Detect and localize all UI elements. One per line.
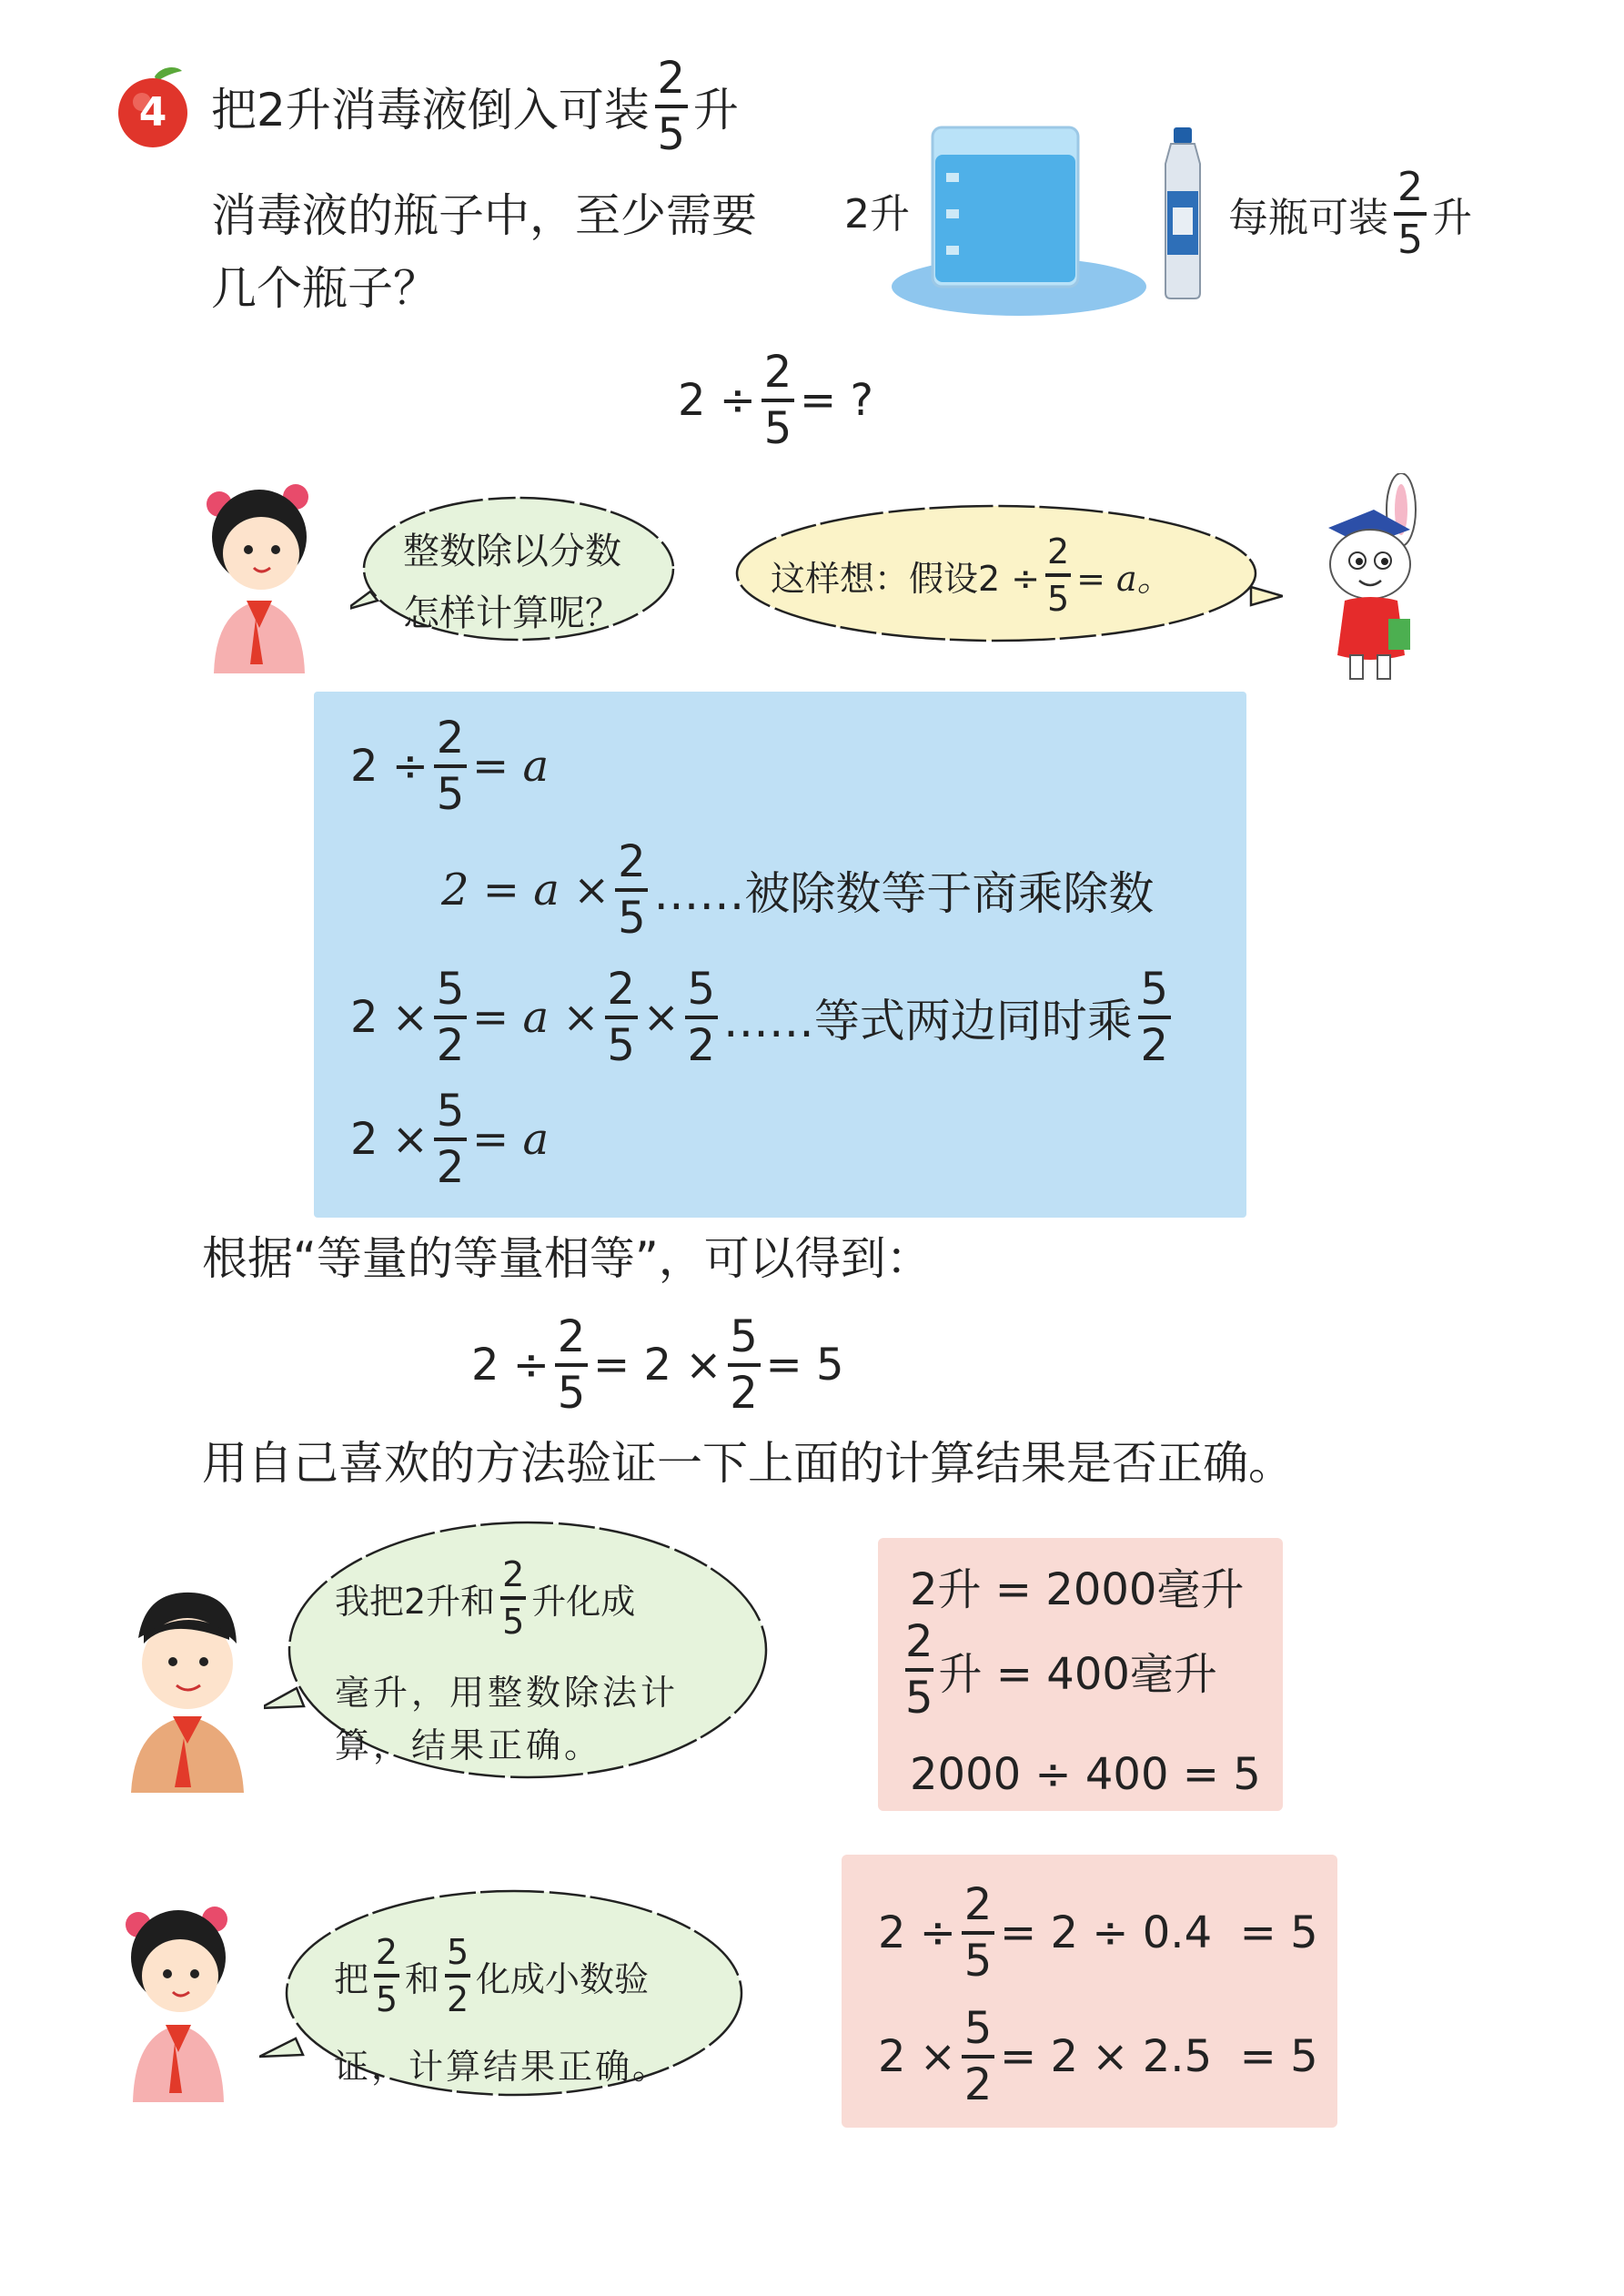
derivation-fraction bbox=[685, 964, 718, 1071]
problem-line2: 消毒液的瓶子中，至少需要 bbox=[211, 189, 757, 242]
boy-bubble-line1 bbox=[335, 1548, 635, 1648]
derivation-line3 bbox=[350, 963, 1176, 1072]
girl2-speech-bubble bbox=[259, 1884, 751, 2107]
fraction-numerator: 2 bbox=[963, 1879, 993, 1930]
bottle-label-unit: 升 bbox=[1432, 195, 1472, 241]
derivation-expr: 2 = a × bbox=[441, 865, 610, 915]
derivation-expr: 2 × bbox=[350, 1114, 429, 1165]
derivation-expr: 2 × bbox=[350, 992, 429, 1043]
boy-character bbox=[118, 1583, 255, 1793]
derivation-expr: = a bbox=[472, 741, 550, 792]
fraction-numerator: 5 bbox=[1140, 964, 1169, 1015]
conclusion-equation bbox=[471, 1310, 844, 1420]
fraction-denominator: 5 bbox=[618, 893, 646, 944]
fraction-denominator: 5 bbox=[963, 1936, 993, 1987]
girl2-character bbox=[118, 1897, 246, 2102]
problem-line3: 几个瓶子？ bbox=[211, 262, 439, 315]
fraction-denominator: 2 bbox=[963, 2059, 993, 2110]
equation-question bbox=[678, 346, 873, 455]
derivation-fraction bbox=[615, 836, 648, 944]
girl2-calc-expr: 2 × bbox=[878, 2031, 957, 2082]
bottle-illustration bbox=[1160, 127, 1205, 300]
boy-bubble-text: 我把2升和 bbox=[335, 1581, 496, 1622]
fraction-denominator: 5 bbox=[905, 1673, 933, 1724]
girl2-calc-expr: = 2 × 2.5 = 5 bbox=[1000, 2031, 1318, 2082]
rabbit-bubble-prefix: 这样想：假设2 ÷ bbox=[771, 558, 1041, 599]
girl2-bubble-line2: 证，计算结果正确。 bbox=[334, 2047, 671, 2087]
equation-fraction bbox=[762, 347, 794, 454]
rabbit-speech-bubble bbox=[732, 501, 1283, 651]
derivation-fraction bbox=[605, 964, 638, 1071]
derivation-fraction bbox=[1138, 964, 1171, 1071]
beaker-icon bbox=[892, 109, 1146, 319]
boy-calc-line3: 2000 ÷ 400 = 5 bbox=[910, 1749, 1261, 1800]
girl2-calc-expr: = 2 ÷ 0.4 = 5 bbox=[1000, 1907, 1318, 1958]
rabbit-bubble-text bbox=[771, 521, 1172, 630]
problem-text-1: 把2升消毒液倒入可装 bbox=[211, 84, 650, 137]
derivation-line2 bbox=[441, 835, 1154, 945]
fraction-numerator: 5 bbox=[446, 1932, 469, 1972]
bottle-fraction bbox=[1394, 164, 1427, 263]
girl2-bubble-text: 把 bbox=[334, 1958, 369, 1999]
fraction-numerator: 2 bbox=[618, 836, 646, 887]
fraction-denominator: 5 bbox=[1047, 579, 1070, 619]
boy-bubble-fraction bbox=[500, 1554, 526, 1642]
fraction-numerator: 5 bbox=[730, 1311, 758, 1362]
fraction-denominator: 2 bbox=[446, 1979, 469, 2019]
fraction-numerator: 2 bbox=[657, 53, 686, 104]
girl-bubble-line1: 整数除以分数 bbox=[403, 531, 621, 572]
derivation-expr: = a × bbox=[472, 992, 600, 1043]
bottle-label-prefix: 每瓶可装 bbox=[1228, 195, 1388, 241]
boy-calc-line2 bbox=[905, 1616, 1217, 1724]
rabbit-bubble-suffix: = a。 bbox=[1076, 558, 1172, 599]
girl-bubble-line2: 怎样计算呢？ bbox=[403, 592, 621, 634]
boy-calc-text: 升 = 400毫升 bbox=[938, 1648, 1217, 1700]
fraction-denominator: 2 bbox=[687, 1020, 716, 1071]
derivation-note: ……等式两边同时乘 bbox=[722, 995, 1133, 1047]
fraction-numerator: 2 bbox=[436, 713, 465, 764]
bottle-label bbox=[1228, 164, 1472, 264]
fraction-numerator: 2 bbox=[375, 1932, 398, 1972]
boy-bubble-text: 升化成 bbox=[531, 1581, 636, 1622]
conclusion-fraction bbox=[555, 1311, 588, 1419]
girl2-calc-fraction bbox=[962, 2003, 994, 2110]
conclusion-expr: = 5 bbox=[765, 1340, 844, 1391]
derivation-line4 bbox=[350, 1085, 549, 1194]
problem-number-badge bbox=[109, 62, 197, 149]
fraction-numerator: 5 bbox=[687, 964, 716, 1015]
fraction-denominator: 5 bbox=[502, 1602, 525, 1642]
problem-number: 4 bbox=[138, 89, 167, 136]
equation-right: = ? bbox=[800, 375, 873, 426]
boy-bubble-line2: 毫升，用整数除法计 bbox=[335, 1673, 680, 1713]
fraction-numerator: 2 bbox=[905, 1616, 933, 1667]
fraction-numerator: 2 bbox=[1397, 164, 1423, 210]
girl2-bubble-fraction bbox=[374, 1932, 399, 2019]
derivation-fraction bbox=[434, 964, 467, 1071]
derivation-expr: × bbox=[642, 992, 680, 1043]
girl-character bbox=[196, 473, 323, 673]
derivation-fraction bbox=[434, 713, 467, 820]
derivation-fraction bbox=[434, 1086, 467, 1193]
problem-fraction bbox=[655, 53, 688, 160]
fraction-denominator: 5 bbox=[436, 769, 465, 820]
problem-line1 bbox=[211, 53, 739, 160]
boy-bubble-line3: 算，结果正确。 bbox=[335, 1725, 603, 1765]
girl-icon bbox=[196, 473, 323, 673]
fraction-denominator: 2 bbox=[1140, 1020, 1169, 1071]
derivation-expr: = a bbox=[472, 1114, 550, 1165]
fraction-denominator: 5 bbox=[657, 109, 686, 160]
girl2-calc-row2 bbox=[878, 2002, 1318, 2111]
rabbit-icon bbox=[1310, 473, 1437, 683]
fraction-numerator: 2 bbox=[502, 1554, 525, 1594]
fraction-denominator: 2 bbox=[436, 1020, 465, 1071]
boy-icon bbox=[118, 1583, 255, 1793]
rabbit-bubble-fraction bbox=[1045, 531, 1071, 619]
girl-speech-bubble bbox=[350, 491, 678, 651]
derivation-line1 bbox=[350, 712, 549, 821]
girl2-calc-row1 bbox=[878, 1878, 1318, 1988]
fraction-numerator: 5 bbox=[436, 964, 465, 1015]
fraction-numerator: 5 bbox=[436, 1086, 465, 1137]
fraction-numerator: 5 bbox=[963, 2003, 993, 2054]
conclusion-expr: = 2 × bbox=[593, 1340, 722, 1391]
conclusion-text: 根据“等量的等量相等”，可以得到： bbox=[202, 1232, 932, 1285]
verify-prompt: 用自己喜欢的方法验证一下上面的计算结果是否正确。 bbox=[202, 1437, 1294, 1490]
equation-left: 2 ÷ bbox=[678, 375, 757, 426]
girl2-calc-expr: 2 ÷ bbox=[878, 1907, 957, 1958]
fraction-numerator: 2 bbox=[557, 1311, 586, 1362]
fraction-denominator: 5 bbox=[375, 1979, 398, 2019]
derivation-note: ……被除数等于商乘除数 bbox=[653, 867, 1155, 920]
girl2-bubble-line1 bbox=[334, 1926, 649, 2026]
girl2-bubble-fraction bbox=[445, 1932, 470, 2019]
conclusion-expr: 2 ÷ bbox=[471, 1340, 550, 1391]
beaker-label: 2升 bbox=[844, 191, 910, 238]
girl2-calc-fraction bbox=[962, 1879, 994, 1987]
boy-calc-line1: 2升 = 2000毫升 bbox=[910, 1564, 1245, 1615]
fraction-denominator: 5 bbox=[557, 1368, 586, 1419]
girl2-bubble-text: 和 bbox=[405, 1958, 440, 1999]
boy-speech-bubble bbox=[264, 1515, 773, 1788]
girl2-bubble-text: 化成小数验 bbox=[476, 1958, 650, 1999]
fraction-numerator: 2 bbox=[607, 964, 635, 1015]
fraction-numerator: 2 bbox=[1047, 531, 1070, 571]
derivation-expr: 2 ÷ bbox=[350, 741, 429, 792]
fraction-denominator: 5 bbox=[607, 1020, 635, 1071]
rabbit-character bbox=[1310, 473, 1437, 683]
bottle-icon bbox=[1160, 127, 1205, 300]
fraction-denominator: 2 bbox=[730, 1368, 758, 1419]
problem-unit: 升 bbox=[692, 84, 739, 137]
boy-calc-fraction bbox=[905, 1616, 933, 1724]
fraction-denominator: 5 bbox=[1397, 217, 1423, 263]
conclusion-fraction bbox=[728, 1311, 761, 1419]
girl-icon bbox=[118, 1897, 246, 2102]
fraction-numerator: 2 bbox=[763, 347, 792, 398]
beaker-illustration bbox=[892, 109, 1146, 319]
fraction-denominator: 2 bbox=[436, 1142, 465, 1193]
fraction-denominator: 5 bbox=[763, 403, 792, 454]
